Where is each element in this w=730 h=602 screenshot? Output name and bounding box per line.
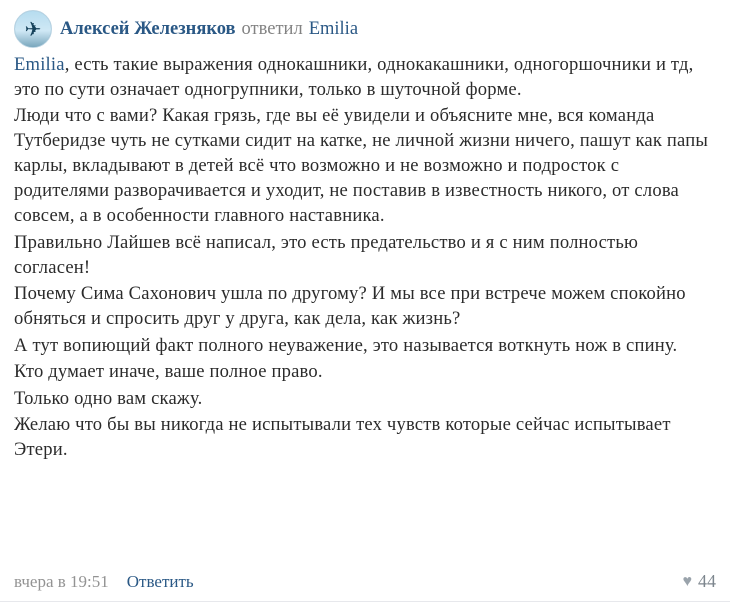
comment-paragraph-4: Почему Сима Сахонович ушла по другому? И мы все при встрече можем спокойно обняться и спросить друг у друга, как дела, как жизнь? (14, 283, 686, 330)
comment-paragraph-1-text: , есть такие выражения однокашники, однокакашники, одногоршочники и тд, это по сути означает одногрупники, только в шуточной форме. (14, 54, 694, 100)
like-button[interactable] (683, 571, 717, 592)
comment-paragraph-2: Люди что с вами? Какая грязь, где вы её увидели и объясните мне, вся команда Тутберидзе чуть не сутками сидит на катке, не личной жизни ничего, пашут как папы карлы, вкладывают в детей всё что возможно и не возможно и подросток с родителями разворачивается и уходит, не поставив в известность никого, от слова совсем, а в особенности главного наставника. (14, 105, 709, 227)
user-mention-link[interactable]: Emilia (14, 54, 65, 75)
like-count: 44 (698, 571, 716, 591)
airplane-avatar-icon[interactable] (14, 10, 52, 48)
comment-paragraph-1 (14, 52, 716, 102)
reply-target-name[interactable]: Emilia (308, 18, 359, 39)
comment-body (14, 52, 716, 462)
comment-footer (14, 571, 716, 592)
comment-paragraph-6: Кто думает иначе, ваше полное право. (14, 361, 323, 383)
reply-button[interactable]: Ответить (126, 571, 194, 591)
comment-author-line (60, 18, 358, 40)
comment-header (14, 10, 716, 48)
comment-timestamp: вчера в 19:51 (14, 571, 109, 591)
comment-paragraph-3: Правильно Лайшев всё написал, это есть предательство и я с ним полностью согласен! (14, 231, 639, 278)
airplane-glyph: ✈ (24, 18, 42, 41)
comment-paragraph-8: Желаю что бы вы никогда не испытывали тех чувств которые сейчас испытывает Этери. (14, 414, 671, 461)
reply-verb-label: ответил (241, 18, 303, 39)
comment-paragraph-7: Только одно вам скажу. (14, 387, 203, 409)
comment-paragraph-5: А тут вопиющий факт полного неуважение, это называется воткнуть нож в спину. (14, 334, 678, 356)
comment-author-name[interactable]: Алексей Железняков (60, 18, 236, 39)
heart-icon[interactable]: ♥ (682, 572, 692, 590)
